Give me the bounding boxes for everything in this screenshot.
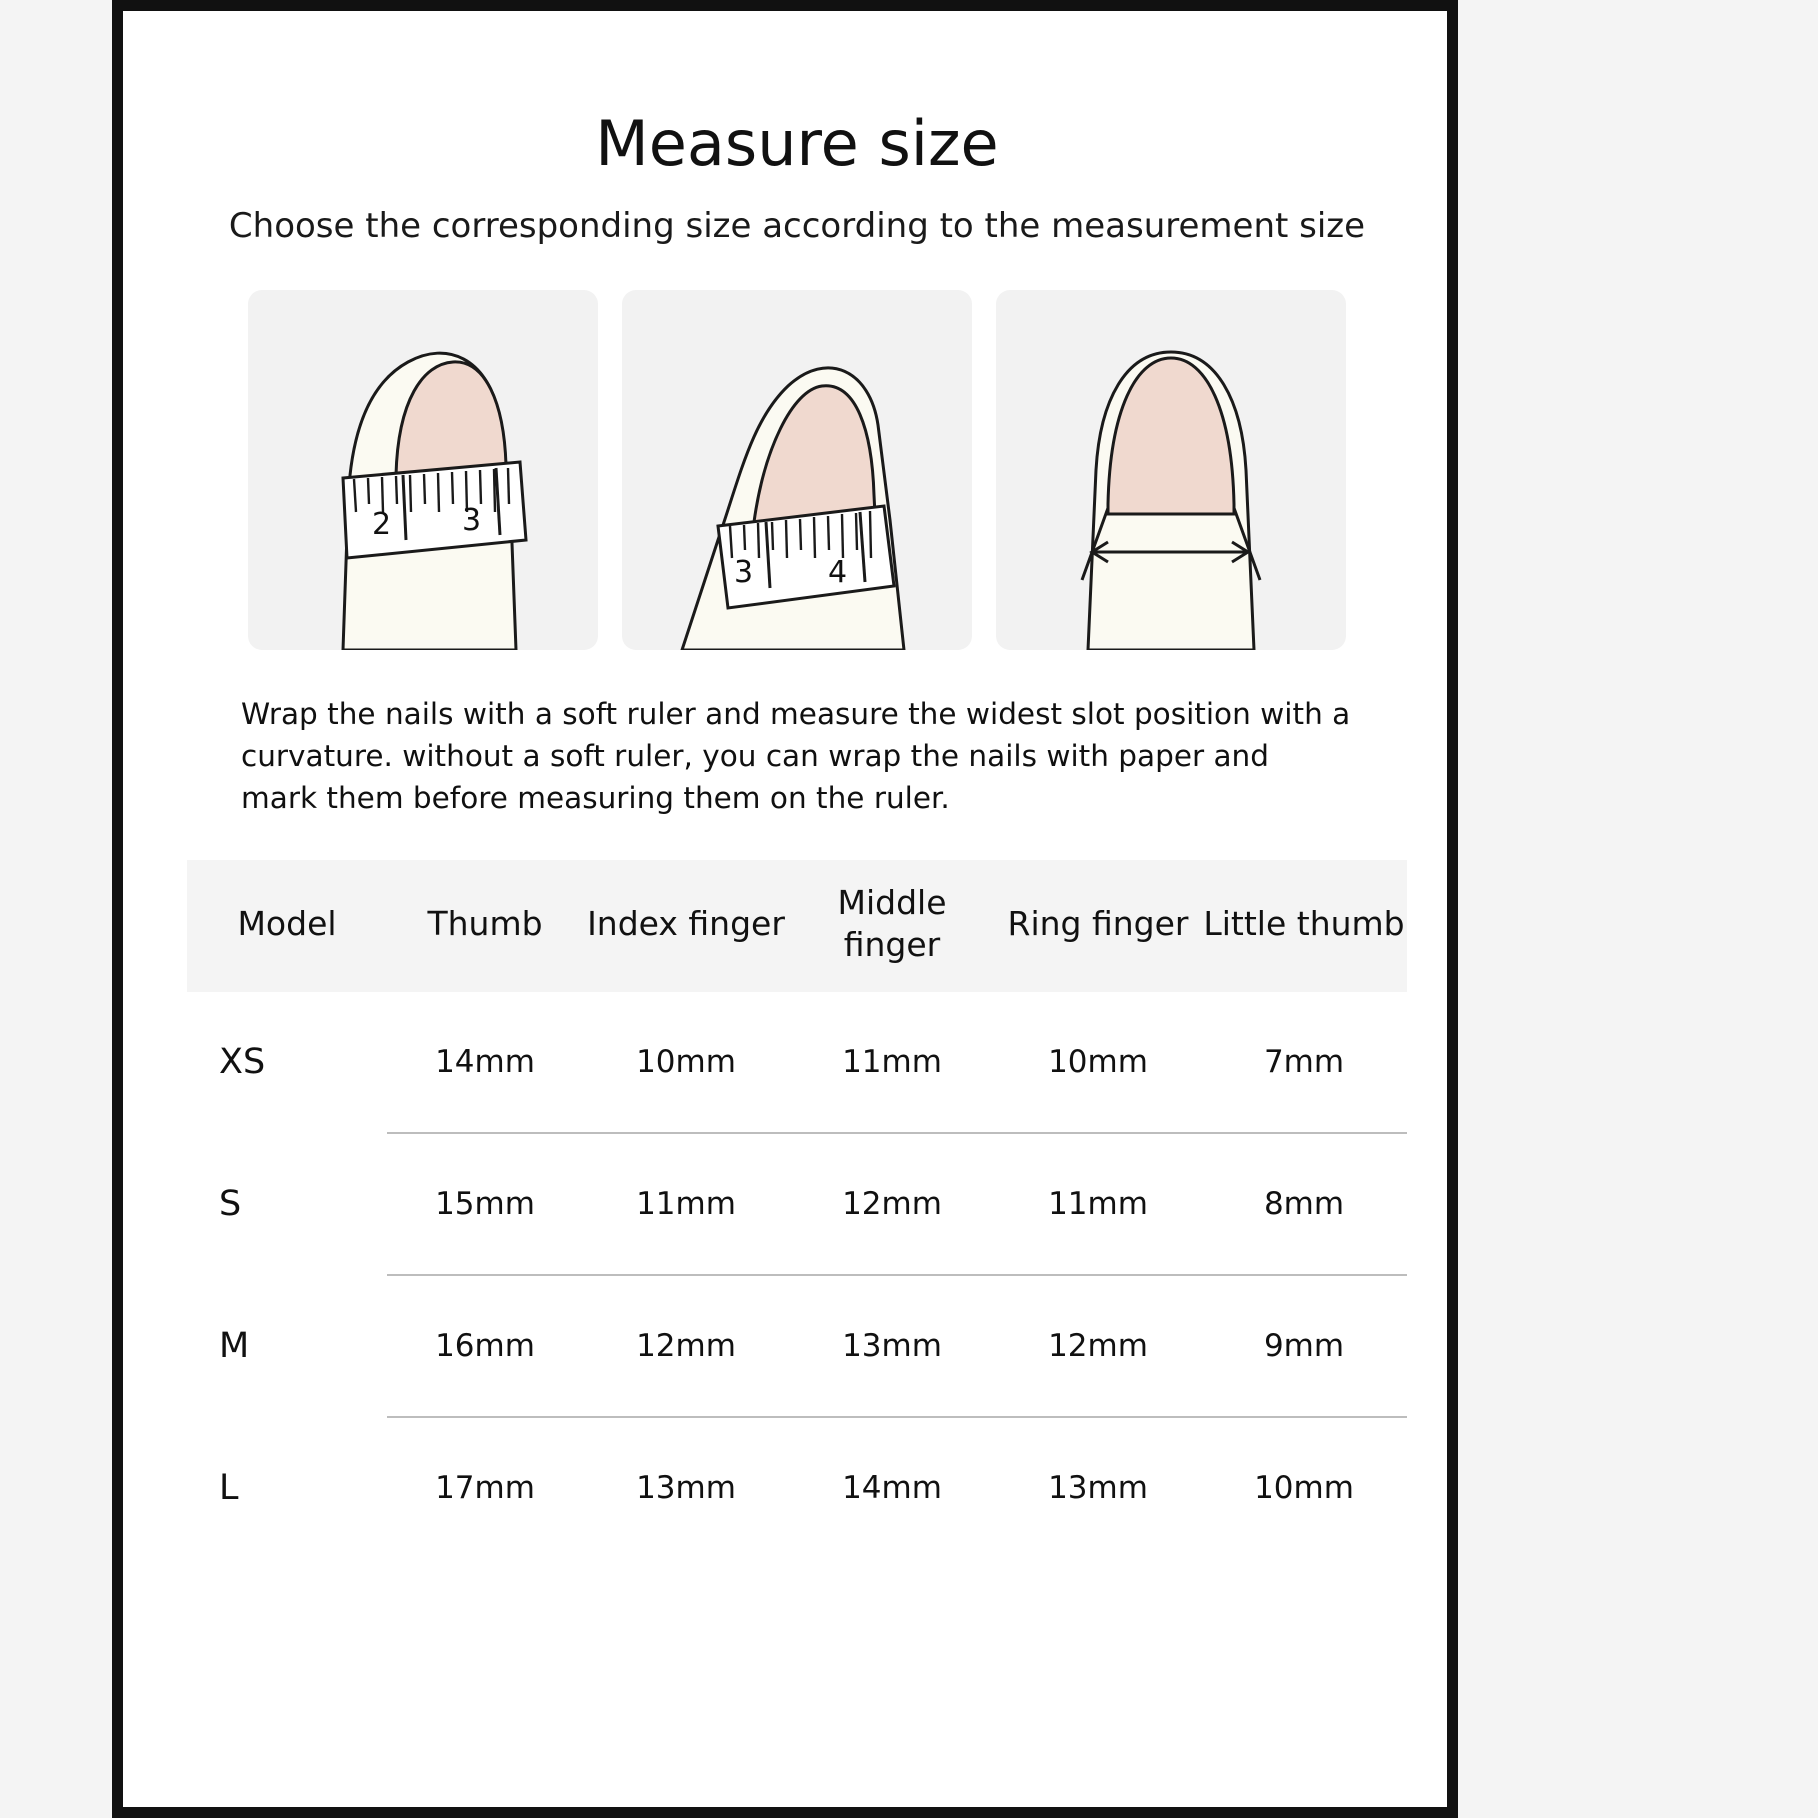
col-header-middle-finger: Middle finger — [837, 882, 947, 964]
illustration-panel-1 — [248, 290, 598, 650]
image-frame — [112, 0, 1458, 1818]
finger-with-ruler-wrap-2-icon — [622, 290, 972, 650]
col-header-thumb: Thumb — [427, 903, 543, 943]
size-guide-card — [187, 55, 1407, 1795]
cell-index: 12mm — [583, 1275, 789, 1417]
finger-with-ruler-wrap-1-icon — [248, 290, 598, 650]
size-table — [187, 860, 1407, 1558]
cell-index: 11mm — [583, 1133, 789, 1275]
cell-little: 9mm — [1201, 1275, 1407, 1417]
ruler-label-2: 2 — [372, 507, 392, 542]
finger-width-arrow-icon — [996, 290, 1346, 650]
table-header-row — [187, 860, 1407, 992]
size-table-body — [187, 992, 1407, 1558]
table-row — [187, 992, 1407, 1133]
table-row — [187, 1133, 1407, 1275]
col-header-little-thumb: Little thumb — [1203, 903, 1405, 943]
cell-little: 10mm — [1254, 1470, 1354, 1507]
illustration-panel-3 — [996, 290, 1346, 650]
page-subtitle: Choose the corresponding size according to the measurement size — [228, 206, 1366, 246]
cell-model: S — [219, 1184, 242, 1225]
col-header-ring-finger: Ring finger — [1007, 903, 1189, 943]
cell-middle: 13mm — [789, 1275, 995, 1417]
cell-model: XS — [219, 1042, 266, 1083]
illustration-panels — [187, 290, 1407, 650]
cell-thumb: 16mm — [387, 1275, 583, 1417]
cell-ring: 13mm — [1048, 1470, 1148, 1507]
col-header-model: Model — [237, 903, 337, 943]
measurement-instructions: Wrap the nails with a soft ruler and measure the widest slot position with a curvature. without a soft ruler, you can wrap the nails with paper and mark them before measuring them on the ruler. — [241, 697, 1351, 815]
col-header-index-finger: Index finger — [587, 903, 785, 943]
cell-model: L — [219, 1468, 239, 1509]
cell-middle: 12mm — [789, 1133, 995, 1275]
size-table-header — [187, 860, 1407, 992]
cell-little: 8mm — [1201, 1133, 1407, 1275]
table-row — [187, 1275, 1407, 1417]
cell-thumb: 14mm — [387, 992, 583, 1133]
cell-thumb: 15mm — [387, 1133, 583, 1275]
ruler-label-4: 4 — [828, 555, 848, 590]
cell-index: 13mm — [636, 1470, 736, 1507]
cell-model: M — [219, 1326, 250, 1367]
cell-ring: 12mm — [995, 1275, 1201, 1417]
cell-ring: 11mm — [995, 1133, 1201, 1275]
ruler-label-3: 3 — [462, 503, 482, 538]
cell-little: 7mm — [1201, 992, 1407, 1133]
illustration-panel-2 — [622, 290, 972, 650]
table-row — [187, 1417, 1407, 1558]
cell-thumb: 17mm — [435, 1470, 535, 1507]
page-title: Measure size — [595, 107, 999, 180]
cell-middle: 14mm — [842, 1470, 942, 1507]
cell-ring: 10mm — [995, 992, 1201, 1133]
ruler-label-3: 3 — [734, 555, 754, 590]
cell-index: 10mm — [583, 992, 789, 1133]
cell-middle: 11mm — [789, 992, 995, 1133]
